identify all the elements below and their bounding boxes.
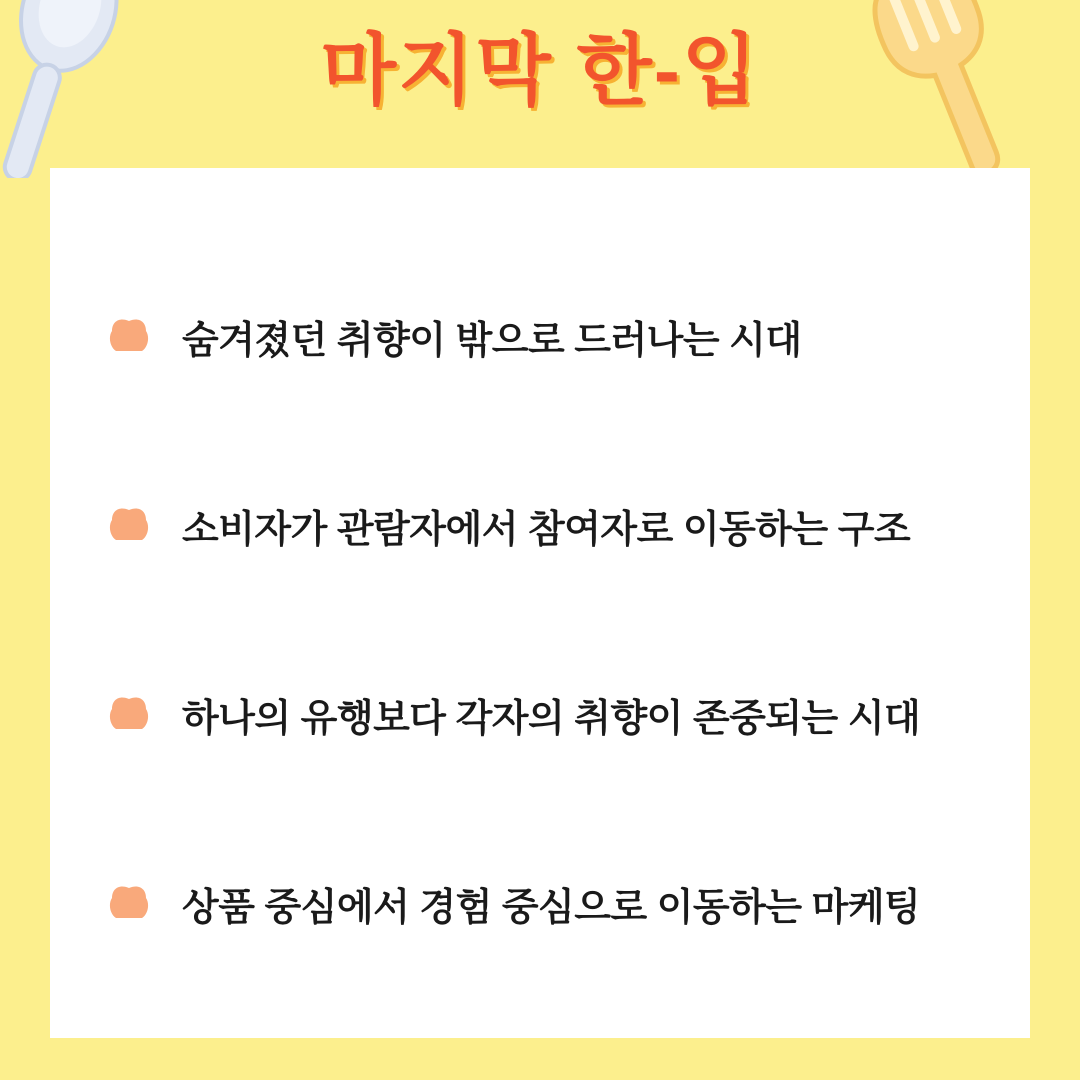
list-item [102, 620, 990, 809]
flower-bullet-icon [102, 315, 156, 359]
list-item-label: 소비자가 관람자에서 참여자로 이동하는 구조 [182, 509, 911, 551]
list-item-label: 하나의 유행보다 각자의 취향이 존중되는 시대 [182, 698, 921, 740]
list-item-label: 숨겨졌던 취향이 밖으로 드러나는 시대 [182, 320, 802, 362]
list-item [102, 431, 990, 620]
content-panel [50, 168, 1030, 1038]
flower-bullet-icon [102, 882, 156, 926]
list-item-label: 상품 중심에서 경험 중심으로 이동하는 마케팅 [182, 887, 921, 929]
list-item [102, 809, 990, 998]
page-title: 마지막 한-입 [320, 26, 760, 114]
list-item [102, 242, 990, 431]
flower-bullet-icon [102, 504, 156, 548]
flower-bullet-icon [102, 693, 156, 737]
